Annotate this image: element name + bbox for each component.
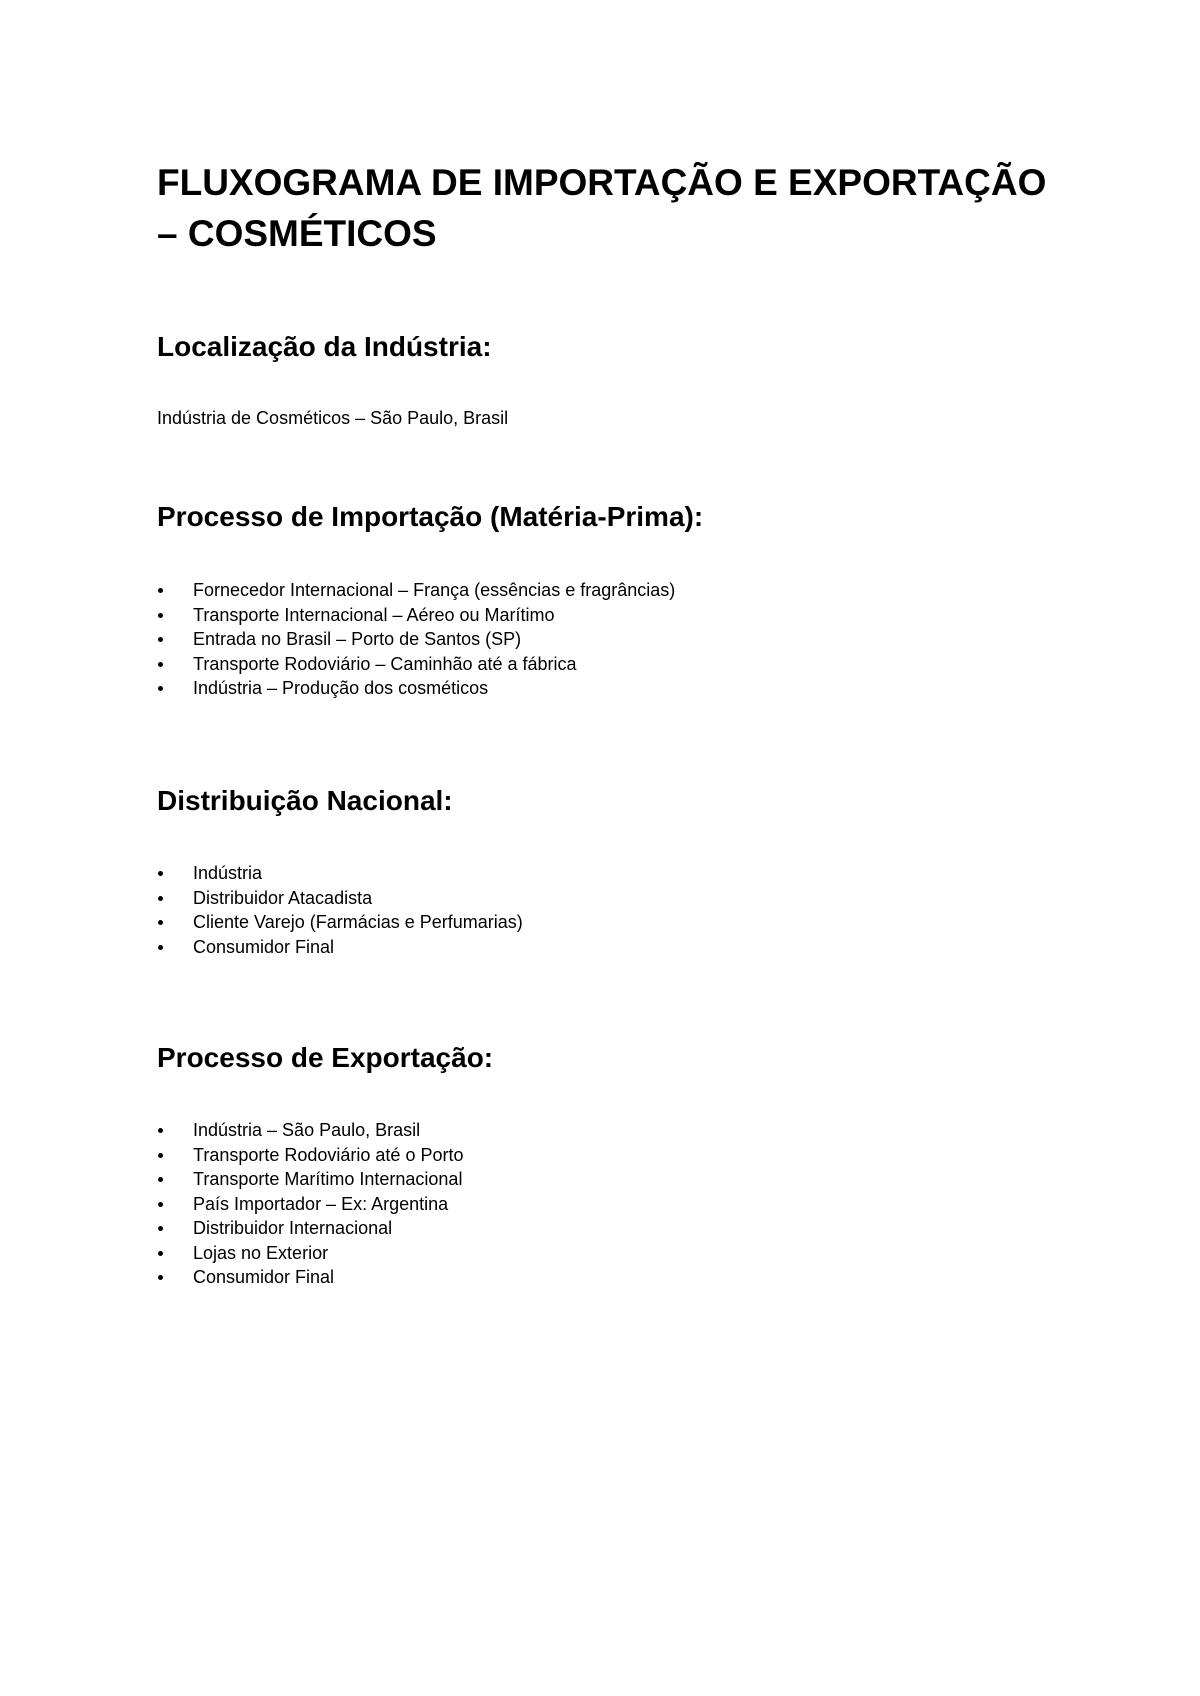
document-title: FLUXOGRAMA DE IMPORTAÇÃO E EXPORTAÇÃO – COSMÉTICOS bbox=[157, 162, 1047, 254]
list-item-text: Entrada no Brasil – Porto de Santos (SP) bbox=[193, 629, 522, 649]
national-distribution-heading: Distribuição Nacional: bbox=[157, 785, 453, 816]
location-text: Indústria de Cosméticos – São Paulo, Brasil bbox=[157, 408, 509, 428]
list-item-text: Transporte Marítimo Internacional bbox=[193, 1169, 463, 1189]
list-item-text: País Importador – Ex: Argentina bbox=[193, 1193, 449, 1214]
list-item-text: Indústria – Produção dos cosméticos bbox=[193, 678, 489, 698]
list-item-text: Consumidor Final bbox=[193, 1267, 335, 1287]
bullet-icon bbox=[158, 871, 163, 876]
list-item bbox=[157, 627, 1057, 652]
list-item bbox=[157, 886, 1057, 911]
bullet-icon bbox=[158, 1153, 163, 1158]
list-item-text: Fornecedor Internacional – França (essências e fragrâncias) bbox=[193, 580, 676, 600]
list-item bbox=[157, 676, 1057, 701]
export-process-heading: Processo de Exportação: bbox=[157, 1042, 494, 1073]
national-distribution-list bbox=[157, 861, 1057, 959]
bullet-icon bbox=[158, 686, 163, 691]
bullet-icon bbox=[158, 588, 163, 593]
list-item-text: Transporte Rodoviário até o Porto bbox=[193, 1144, 464, 1165]
list-item-text: Lojas no Exterior bbox=[193, 1242, 329, 1263]
list-item bbox=[157, 910, 1057, 935]
list-item bbox=[157, 1192, 1057, 1217]
list-item bbox=[157, 1167, 1057, 1192]
list-item bbox=[157, 1265, 1057, 1290]
list-item-text: Transporte Rodoviário – Caminhão até a fábrica bbox=[193, 653, 577, 674]
list-item-text: Indústria bbox=[193, 863, 263, 883]
bullet-icon bbox=[158, 613, 163, 618]
bullet-icon bbox=[158, 1128, 163, 1133]
list-item bbox=[157, 603, 1057, 628]
import-process-list bbox=[157, 578, 1057, 701]
list-item-text: Transporte Internacional – Aéreo ou Marítimo bbox=[193, 604, 555, 625]
bullet-icon bbox=[158, 945, 163, 950]
list-item bbox=[157, 1118, 1057, 1143]
bullet-icon bbox=[158, 637, 163, 642]
bullet-icon bbox=[158, 896, 163, 901]
list-item-text: Consumidor Final bbox=[193, 936, 335, 957]
export-process-list bbox=[157, 1118, 1057, 1290]
list-item bbox=[157, 935, 1057, 960]
list-item bbox=[157, 652, 1057, 677]
list-item bbox=[157, 1143, 1057, 1168]
bullet-icon bbox=[158, 662, 163, 667]
list-item bbox=[157, 861, 1057, 886]
list-item-text: Indústria – São Paulo, Brasil bbox=[193, 1120, 421, 1140]
list-item bbox=[157, 1241, 1057, 1266]
bullet-icon bbox=[158, 1226, 163, 1231]
list-item bbox=[157, 1216, 1057, 1241]
bullet-icon bbox=[158, 1275, 163, 1280]
list-item-text: Cliente Varejo (Farmácias e Perfumarias) bbox=[193, 912, 523, 932]
location-heading: Localização da Indústria: bbox=[157, 331, 492, 362]
import-process-heading: Processo de Importação (Matéria-Prima): bbox=[157, 501, 704, 532]
list-item bbox=[157, 578, 1057, 603]
list-item-text: Distribuidor Atacadista bbox=[193, 887, 373, 908]
bullet-icon bbox=[158, 1202, 163, 1207]
bullet-icon bbox=[158, 1251, 163, 1256]
list-item-text: Distribuidor Internacional bbox=[193, 1218, 393, 1238]
bullet-icon bbox=[158, 920, 163, 925]
bullet-icon bbox=[158, 1177, 163, 1182]
